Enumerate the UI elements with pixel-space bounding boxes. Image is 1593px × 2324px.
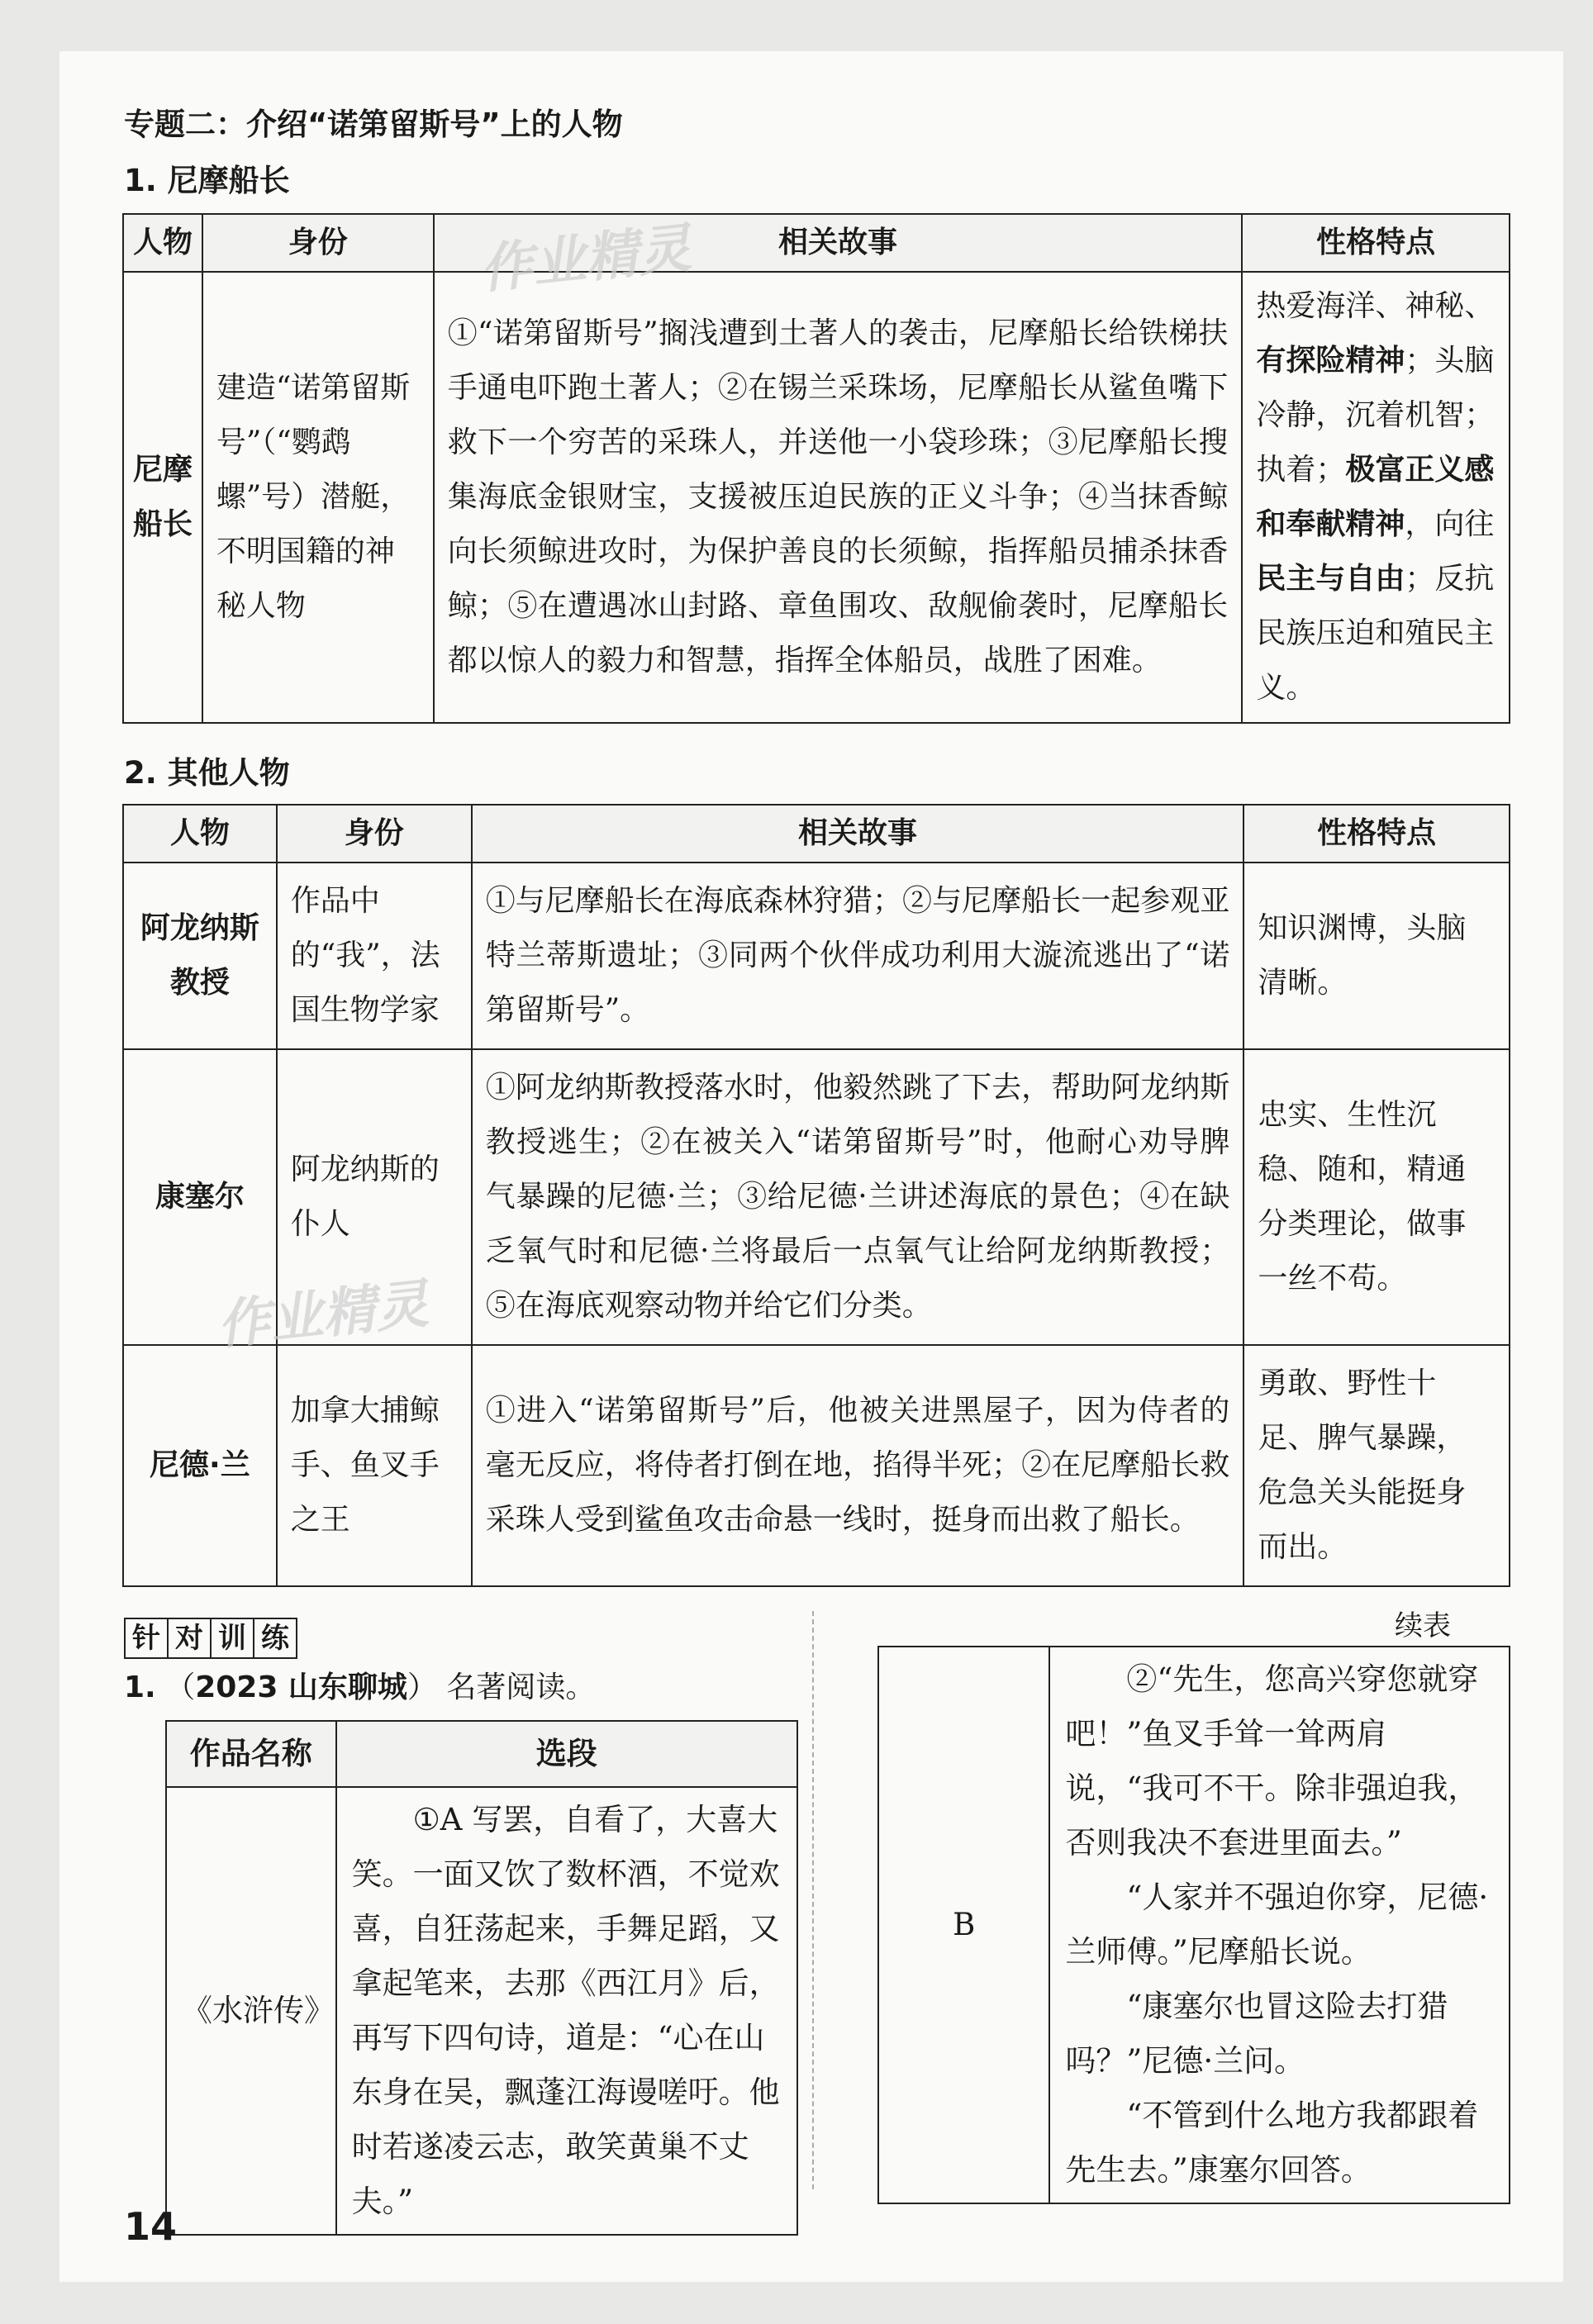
person-traits: 勇敢、野性十足、脾气暴躁，危急关头能挺身而出。 — [1243, 1345, 1510, 1586]
person-name: 康塞尔 — [123, 1049, 277, 1345]
watermark-1: 作业精灵 — [477, 217, 694, 302]
practice-label: 针 对 训 练 — [124, 1618, 296, 1659]
person-name: 阿龙纳斯教授 — [123, 863, 277, 1049]
excerpt-text: ①A 写罢，自看了，大喜大笑。一面又饮了数杯酒，不觉欢喜，自狂荡起来，手舞足蹈，又拿起笔来，去那《西江月》后，再写下四句诗，道是：“心在山东身在吴，飘蓬江海谩嗟吁。他时若遂凌云志，敢笑黄巢不丈夫。” — [336, 1787, 797, 2235]
header-story: 相关故事 — [472, 805, 1244, 863]
person-identity: 加拿大捕鲸手、鱼叉手之王 — [277, 1345, 472, 1586]
person-name: 尼德·兰 — [123, 1345, 277, 1586]
person-traits: 热爱海洋、神秘、有探险精神；头脑冷静，沉着机智；执着；极富正义感和奉献精神，向往民主与自由；反抗民族压迫和殖民主义。 — [1242, 272, 1510, 723]
header-traits: 性格特点 — [1242, 214, 1510, 272]
question-1: 1. （2023 山东聊城） 名著阅读。 — [124, 1671, 596, 1704]
header-story: 相关故事 — [434, 214, 1243, 272]
person-story: ①“诺第留斯号”搁浅遭到土著人的袭击，尼摩船长给铁梯扶手通电吓跑土著人；②在锡兰采珠场，尼摩船长从鲨鱼嘴下救下一个穷苦的采珠人，并送他一小袋珍珠；③尼摩船长搜集海底金银财宝，支援被压迫民族的正义斗争；④当抹香鲸向长须鲸进攻时，为保护善良的长须鲸，指挥船员捕杀抹香鲸；⑤在遭遇冰山封路、章鱼围攻、敌舰偷袭时，尼摩船长都以惊人的毅力和智慧，指挥全体船员，战胜了困难。 — [434, 272, 1243, 723]
header-identity: 身份 — [277, 805, 472, 863]
person-traits: 知识渊博，头脑清晰。 — [1243, 863, 1510, 1049]
excerpt-table-a — [165, 1720, 798, 2236]
work-name: B — [878, 1647, 1049, 2203]
table-header-row — [166, 1721, 797, 1787]
person-story: ①与尼摩船长在海底森林狩猎；②与尼摩船长一起参观亚特兰蒂斯遗址；③同两个伙伴成功利用大漩流逃出了“诺第留斯号”。 — [472, 863, 1244, 1049]
table-row — [123, 272, 1510, 723]
table-row — [878, 1647, 1510, 2203]
person-identity: 作品中的“我”，法国生物学家 — [277, 863, 472, 1049]
work-name: 《水浒传》 — [166, 1787, 336, 2235]
subsection-title-others: 2. 其他人物 — [124, 755, 290, 791]
continued-label: 续表 — [1395, 1609, 1451, 1642]
person-story: ①进入“诺第留斯号”后，他被关进黑屋子，因为侍者的毫无反应，将侍者打倒在地，掐得半死；②在尼摩船长救采珠人受到鲨鱼攻击命悬一线时，挺身而出救了船长。 — [472, 1345, 1244, 1586]
table-row — [166, 1787, 797, 2235]
header-person: 人物 — [123, 805, 277, 863]
person-identity: 阿龙纳斯的仆人 — [277, 1049, 472, 1345]
person-traits: 忠实、生性沉稳、随和，精通分类理论，做事一丝不苟。 — [1243, 1049, 1510, 1345]
table-row — [123, 1345, 1510, 1586]
table-header-row — [123, 805, 1510, 863]
header-person: 人物 — [123, 214, 202, 272]
excerpt-table-b — [877, 1646, 1510, 2204]
person-story: ①阿龙纳斯教授落水时，他毅然跳了下去，帮助阿龙纳斯教授逃生；②在被关入“诺第留斯号”时，他耐心劝导脾气暴躁的尼德·兰；③给尼德·兰讲述海底的景色；④在缺乏氧气时和尼德·兰将最后一点氧气让给阿龙纳斯教授；⑤在海底观察动物并给它们分类。 — [472, 1049, 1244, 1345]
subsection-title-nemo: 1. 尼摩船长 — [124, 163, 290, 198]
person-identity: 建造“诺第留斯号”（“鹦鹉螺”号）潜艇，不明国籍的神秘人物 — [202, 272, 434, 723]
header-work: 作品名称 — [166, 1721, 336, 1787]
person-name: 尼摩船长 — [123, 272, 202, 723]
header-traits: 性格特点 — [1243, 805, 1510, 863]
excerpt-text: ②“先生，您高兴穿您就穿吧！”鱼叉手耸一耸两肩说，“我可不干。除非强迫我，否则我决不套进里面去。” “人家并不强迫你穿，尼德·兰师傅。”尼摩船长说。 “康塞尔也冒这险去打猎吗？”尼德·兰问。 “不管到什么地方我都跟着先生去。”康塞尔回答。 — [1049, 1647, 1510, 2203]
nemo-table — [122, 213, 1510, 724]
table-row — [123, 863, 1510, 1049]
others-table — [122, 804, 1510, 1587]
watermark-2: 作业精灵 — [214, 1273, 431, 1357]
header-identity: 身份 — [202, 214, 434, 272]
page-number: 14 — [124, 2204, 178, 2249]
column-divider — [812, 1611, 814, 2189]
section-title: 专题二：介绍“诺第留斯号”上的人物 — [124, 107, 623, 142]
table-header-row — [123, 214, 1510, 272]
header-excerpt: 选段 — [336, 1721, 797, 1787]
